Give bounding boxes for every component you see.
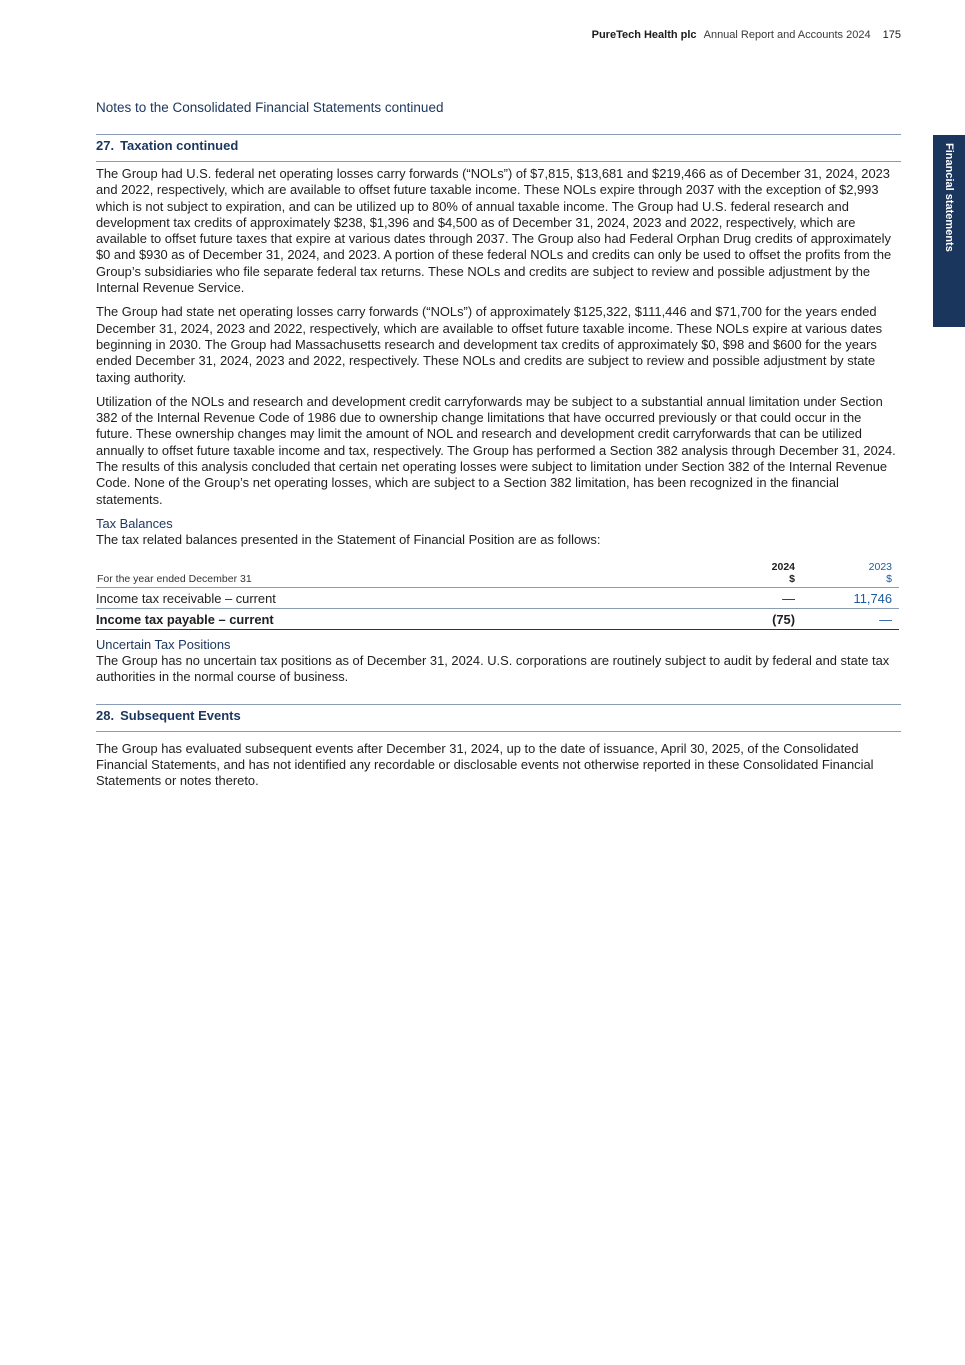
page-content xyxy=(96,100,901,797)
paragraph-section-382: Utilization of the NOLs and research and development credit carryforwards may be subject to a substantial annual limitation under Section 382 of the Internal Revenue Code of 1986 due to ownership change limitations that have occurred previously or that could occur in the future. These ownership changes may limit the amount of NOL and research and development credit carryforwards that can be utilized annually to offset future taxable income and tax, respectively. The Group has performed a Section 382 analysis through December 31, 2024. The results of this analysis concluded that certain net operating losses were subject to limitation under Section 382 of the Internal Revenue Code. None of the Group’s net operating losses, which are subject to a Section 382 limitation, has been recognized in the financial statements. xyxy=(96,393,896,507)
uncertain-tax-heading: Uncertain Tax Positions xyxy=(96,636,231,652)
report-title: Annual Report and Accounts 2024 xyxy=(703,29,871,41)
table-row xyxy=(96,608,899,629)
row-label: Income tax payable – current xyxy=(96,608,674,629)
section-28-title: Subsequent Events xyxy=(120,707,241,723)
tax-balances-intro: The tax related balances presented in the Statement of Financial Position are as follows: xyxy=(96,531,601,547)
tax-balances-table xyxy=(96,560,899,630)
table-header-row xyxy=(96,560,899,588)
paragraph-state-nols: The Group had state net operating losses carry forwards (“NOLs”) of approximately $125,322, $111,446 and $71,700 for the years ended December 31, 2024, 2023 and 2022, respectively, which are available to offset future taxable income. These NOLs expire at various dates beginning in 2030. The Group had Massachusetts research and development tax credits of approximately $0, $98 and $600 for the years ended December 31, 2024, 2023 and 2022, respectively. These NOLs and credits are subject to review and possible adjustment by state taxing authority. xyxy=(96,304,883,385)
section-side-tab xyxy=(933,135,965,327)
section-27-title: Taxation continued xyxy=(120,138,239,153)
value-2024: — xyxy=(674,587,805,608)
section-27-heading xyxy=(96,134,901,162)
tax-balances-heading: Tax Balances xyxy=(96,515,173,531)
value-2023: 11,746 xyxy=(805,587,899,608)
value-2023: — xyxy=(805,608,899,629)
value-2024: (75) xyxy=(674,608,805,629)
subsequent-events-text: The Group has evaluated subsequent events after December 31, 2024, up to the date of issuance, April 30, 2025, of the Consolidated Financial Statements, and has not identified any recordable or disclosable events not otherwise reported in these Consolidated Financial Statements or notes thereto. xyxy=(96,740,874,789)
section-28-heading xyxy=(96,704,901,732)
column-2024-header xyxy=(674,560,805,588)
paragraph-federal-nols: The Group had U.S. federal net operating losses carry forwards (“NOLs”) of $7,815, $13,681 and $219,466 as of December 31, 2024, 2023 and 2022, respectively, which are available to offset future taxable income. These NOLs expire through 2037 with the exception of $2,993 which is not subject to expiration, and can be utilized up to 80% of annual taxable income. The Group had U.S. federal research and development tax credits of approximately $238, $1,396 and $4,500 as of December 31, 2024, 2023 and 2022, respectively, which are available to offset future taxes that expire at various dates through 2037. The Group also had Federal Orphan Drug credits of approximately $0 and $930 as of December 31, 2024, and 2023. A portion of these federal NOLs and credits can only be used to offset the profits from the Group’s subsidiaries who file separate federal tax returns. These NOLs and credits are subject to review and possible adjustment by the Internal Revenue Service. xyxy=(96,166,892,296)
column-2023-header xyxy=(805,560,899,588)
column-2024-unit: $ xyxy=(789,572,795,585)
side-tab-label: Financial statements xyxy=(943,143,955,252)
table-header-label: For the year ended December 31 xyxy=(96,560,674,588)
uncertain-tax-text: The Group has no uncertain tax positions as of December 31, 2024. U.S. corporations are routinely subject to audit by federal and state tax authorities in the normal course of business. xyxy=(96,652,890,685)
section-28-number: 28. xyxy=(96,707,115,723)
page-header xyxy=(592,29,901,41)
notes-title: Notes to the Consolidated Financial Statements continued xyxy=(96,100,444,115)
column-2023-unit: $ xyxy=(886,572,892,585)
page-number: 175 xyxy=(882,29,901,41)
table-row xyxy=(96,587,899,608)
section-27-number: 27. xyxy=(96,138,115,153)
row-label: Income tax receivable – current xyxy=(96,587,674,608)
company-name: PureTech Health plc xyxy=(591,29,697,41)
column-2024-year: 2024 xyxy=(771,560,795,573)
column-2023-year: 2023 xyxy=(868,560,892,573)
